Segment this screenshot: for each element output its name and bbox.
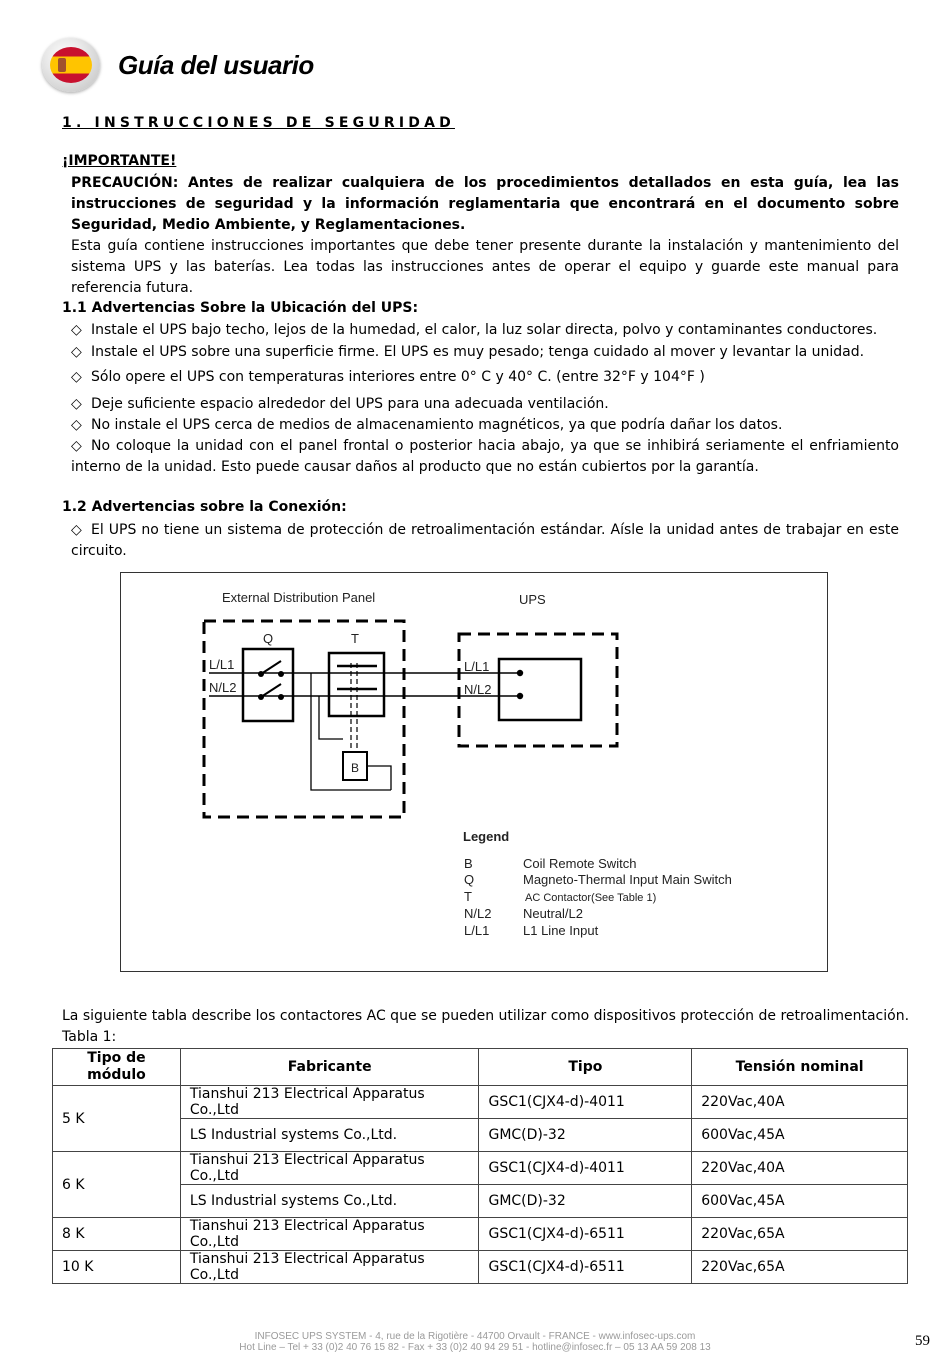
manufacturer-cell: Tianshui 213 Electrical Apparatus Co.,Ltd <box>180 1218 479 1251</box>
legend-value: Magneto-Thermal Input Main Switch <box>523 872 732 887</box>
intro-paragraph: Esta guía contiene instrucciones importantes que debe tener presente durante la instalación y mantenimiento del sistema UPS y las baterías. Lea todas las instrucciones antes de operar el equipo y guarde este manual para referencia futura. <box>71 238 899 296</box>
table-row <box>53 1251 908 1284</box>
column-header: Fabricante <box>180 1049 479 1086</box>
q-switch-box <box>243 649 293 721</box>
voltage-cell: 220Vac,40A <box>692 1086 908 1119</box>
diamond-icon: ◇ <box>71 522 82 538</box>
voltage-cell: 220Vac,65A <box>692 1218 908 1251</box>
page-number: 59 <box>915 1333 930 1349</box>
wiring-diagram-svg <box>121 573 827 971</box>
spain-flag-logo <box>42 38 100 92</box>
legend-title: Legend <box>463 829 510 844</box>
bullet-6: ◇ No coloque la unidad con el panel frontal o posterior hacia abajo, ya que se inhibirá seriamente el enfriamiento interno de la unidad. Esto puede causar daños al producto que no están cubiertos por la garantía. <box>71 438 899 475</box>
table-header-row <box>53 1049 908 1086</box>
legend-key: N/L2 <box>464 906 492 921</box>
caution-paragraph: PRECAUCIÓN: Antes de realizar cualquiera de los procedimientos detallados en esta guía, lea las instrucciones de seguridad y la información reglamentaria que encontrará en el documento sobre Seguridad, Medio Ambiente, y Reglamentaciones. <box>71 175 899 233</box>
wiring-diagram <box>120 572 828 972</box>
diamond-icon: ◇ <box>71 344 82 360</box>
ups-inner-box <box>499 659 581 720</box>
type-cell: GSC1(CJX4-d)-4011 <box>479 1152 692 1185</box>
important-label: ¡IMPORTANTE! <box>62 153 177 169</box>
type-cell: GMC(D)-32 <box>479 1185 692 1218</box>
bullet-1: ◇ Instale el UPS bajo techo, lejos de la humedad, el calor, la luz solar directa, polvo y contaminantes conductores. <box>71 320 899 341</box>
table-row <box>53 1119 908 1152</box>
bullet-2: ◇ Instale el UPS sobre una superficie firme. El UPS es muy pesado; tenga cuidado al mover y levantar la unidad. <box>71 342 899 363</box>
panel-label: External Distribution Panel <box>222 590 376 605</box>
q-label: Q <box>263 631 274 646</box>
section-1-1-title: 1.1 Advertencias Sobre la Ubicación del UPS: <box>62 300 419 316</box>
ups-n2-label: N/L2 <box>464 682 492 697</box>
contactor-table <box>52 1048 908 1284</box>
table-row <box>53 1086 908 1119</box>
bullet-3: ◇ Sólo opere el UPS con temperaturas interiores entre 0° C y 40° C. (entre 32°F y 104°F ) <box>71 367 899 388</box>
diamond-icon: ◇ <box>71 369 82 385</box>
module-cell: 8 K <box>53 1218 181 1251</box>
manufacturer-cell: Tianshui 213 Electrical Apparatus Co.,Ltd <box>180 1251 479 1284</box>
column-header: Tipo <box>479 1049 692 1086</box>
panel-n2-label: N/L2 <box>209 680 237 695</box>
legend-value: L1 Line Input <box>523 923 599 938</box>
footer <box>0 1331 950 1353</box>
module-cell: 10 K <box>53 1251 181 1284</box>
module-cell: 6 K <box>53 1152 181 1218</box>
legend-value: AC Contactor(See Table 1) <box>525 892 657 904</box>
legend-value: Neutral/L2 <box>523 906 583 921</box>
table-row <box>53 1152 908 1185</box>
page-title: Guía del usuario <box>118 50 314 80</box>
section-1-2-title: 1.2 Advertencias sobre la Conexión: <box>62 499 347 515</box>
table-row <box>53 1218 908 1251</box>
connection-bullet: ◇ El UPS no tiene un sistema de protección de retroalimentación estándar. Aísle la unidad antes de trabajar en este circuito. <box>71 522 899 559</box>
b-label: B <box>351 761 360 775</box>
bullet-5: ◇ No instale el UPS cerca de medios de almacenamiento magnéticos, ya que podría dañar los datos. <box>71 415 899 436</box>
panel-l1-label: L/L1 <box>209 657 235 672</box>
spain-flag-icon <box>50 47 92 83</box>
manufacturer-cell: Tianshui 213 Electrical Apparatus Co.,Ltd <box>180 1086 479 1119</box>
manufacturer-cell: LS Industrial systems Co.,Ltd. <box>180 1185 479 1218</box>
legend-key: B <box>464 856 473 871</box>
voltage-cell: 220Vac,65A <box>692 1251 908 1284</box>
t-label: T <box>351 631 359 646</box>
voltage-cell: 600Vac,45A <box>692 1185 908 1218</box>
type-cell: GMC(D)-32 <box>479 1119 692 1152</box>
table-intro: La siguiente tabla describe los contactores AC que se pueden utilizar como dispositivos protección de retroalimentación. <box>62 1008 910 1024</box>
diamond-icon: ◇ <box>71 438 82 454</box>
type-cell: GSC1(CJX4-d)-4011 <box>479 1086 692 1119</box>
manufacturer-cell: LS Industrial systems Co.,Ltd. <box>180 1119 479 1152</box>
manufacturer-cell: Tianshui 213 Electrical Apparatus Co.,Ltd <box>180 1152 479 1185</box>
section-1-title: 1. INSTRUCCIONES DE SEGURIDAD <box>62 115 455 131</box>
table-row <box>53 1185 908 1218</box>
ups-l1-label: L/L1 <box>464 659 490 674</box>
column-header: Tensión nominal <box>692 1049 908 1086</box>
diamond-icon: ◇ <box>71 322 82 338</box>
diamond-icon: ◇ <box>71 417 82 433</box>
legend-value: Coil Remote Switch <box>523 856 637 871</box>
distribution-panel-box <box>204 621 404 817</box>
footer-hotline: Hot Line – Tel + 33 (0)2 40 76 15 82 - Fax + 33 (0)2 40 94 29 51 - hotline@infosec.fr – 05 13 AA 59 208 13 <box>239 1342 711 1353</box>
footer-address: INFOSEC UPS SYSTEM - 4, rue de la Rigotière - 44700 Orvault - FRANCE - www.infosec-ups.com <box>254 1331 696 1342</box>
legend-key: Q <box>464 872 475 887</box>
voltage-cell: 220Vac,40A <box>692 1152 908 1185</box>
table-caption: Tabla 1: <box>62 1029 117 1045</box>
type-cell: GSC1(CJX4-d)-6511 <box>479 1218 692 1251</box>
column-header: Tipo de módulo <box>53 1049 181 1086</box>
legend-key: L/L1 <box>464 923 490 938</box>
legend-key: T <box>464 889 472 904</box>
module-cell: 5 K <box>53 1086 181 1152</box>
diamond-icon: ◇ <box>71 396 82 412</box>
type-cell: GSC1(CJX4-d)-6511 <box>479 1251 692 1284</box>
voltage-cell: 600Vac,45A <box>692 1119 908 1152</box>
ups-label: UPS <box>519 592 546 607</box>
bullet-4: ◇ Deje suficiente espacio alrededor del UPS para una adecuada ventilación. <box>71 394 899 415</box>
